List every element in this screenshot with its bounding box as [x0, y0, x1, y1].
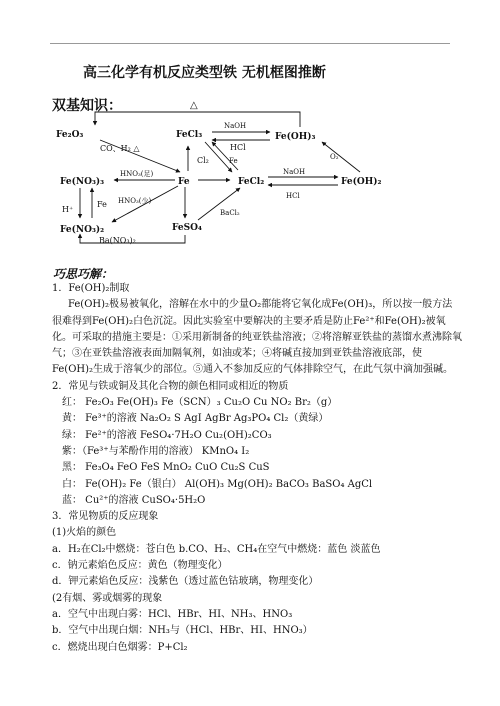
paragraph-feoh2: Fe(OH)₂极易被氧化，溶解在水中的少量O₂都能将它氧化成Fe(OH)₃，所以按一般方法很难得到Fe(OH)₂白色沉淀。因此实验室中要解决的主要矛盾是防止Fe²⁺和Fe(OH)₂被氧化。可采取的措施主要是：①采用新制备的纯亚铁盐溶液；②将溶解亚铁盐的蒸馏水煮沸除氧气；③在亚铁盐溶液表面加隔氧剂，如油或苯；④将碱直接加到亚铁盐溶液底部，使Fe(OH)₂生成于溶氧少的部位。⑤通入不参加反应的气体排除空气，在此气氛中滴加强碱。 — [52, 299, 462, 376]
arrow-feoh3-to-fe2o3 — [95, 112, 300, 127]
color-red: 红： Fe₂O₃ Fe(OH)₃ Fe（SCN）₃ Cu₂O Cu NO₂ Br₂（g） — [62, 397, 338, 409]
flame-a: a．H₂在Cl₂中燃烧：苍白色 b.CO、H₂、CH₄在空气中燃烧：蓝色 淡蓝色 — [52, 543, 381, 555]
flame-d: d．钾元素焰色反应：浅紫色（透过蓝色钴玻璃，物理变化） — [52, 576, 319, 588]
label-o2: O₂ — [330, 153, 339, 161]
node-fe: Fe — [178, 177, 190, 187]
label-fe: Fe — [229, 157, 238, 165]
label-naoh-top: NaOH — [224, 122, 247, 130]
color-blue: 蓝： Cu²⁺的溶液 CuSO₄·5H₂O — [62, 494, 206, 506]
node-feno33: Fe(NO₃)₃ — [60, 177, 105, 187]
flame-c: c．钠元素焰色反应：黄色（物理变化） — [52, 560, 228, 572]
color-green: 绿： Fe²⁺的溶液 FeSO₄·7H₂O Cu₂(OH)₂CO₃ — [62, 429, 272, 441]
smoke-heading: (2有烟、雾或烟雾的现象 — [52, 592, 163, 604]
node-bano32: Ba(NO₃)₂ — [99, 236, 136, 245]
arrow-fecl3-to-fecl2 — [205, 142, 232, 172]
label-hno3-dilute: HNO₃(少) — [118, 197, 152, 205]
node-feoh3-top: Fe(OH)₃ — [275, 132, 316, 142]
color-yellow: 黄： Fe³⁺的溶液 Na₂O₂ S AgI AgBr Ag₃PO₄ Cl₂（黄绿） — [62, 413, 329, 425]
node-fe2o3: Fe₂O₃ — [56, 130, 84, 140]
label-co-h2: CO、H₂ △ — [100, 144, 140, 153]
section-heading: 双基知识： — [52, 98, 122, 114]
tips-heading: 巧思巧解： — [53, 267, 114, 281]
color-purple: 紫：（Fe³⁺与苯酚作用的溶液） KMnO₄ I₂ — [62, 445, 250, 457]
document-body — [52, 281, 462, 656]
color-black: 黑： Fe₃O₄ FeO FeS MnO₂ CuO Cu₂S CuS — [62, 462, 270, 474]
label-fe-left: Fe — [97, 200, 107, 209]
label-bacl2: BaCl₂ — [220, 209, 240, 217]
node-fecl3: FeCl₃ — [176, 130, 203, 140]
node-feso4: FeSO₄ — [172, 223, 202, 233]
label-hplus: H⁺ — [62, 205, 74, 214]
label-naoh-mid: NaOH — [283, 168, 306, 176]
label-hcl-mid: HCl — [286, 192, 300, 200]
node-feno32: Fe(NO₃)₂ — [60, 225, 105, 235]
label-hno3-conc: HNO₃(足) — [120, 170, 154, 178]
arrow-feoh2-to-feoh3 — [322, 142, 360, 172]
label-hcl-top: HCl — [230, 143, 246, 152]
line-3: 3．常见物质的反应现象 — [52, 511, 159, 523]
header-rule — [50, 43, 450, 44]
document-title: 高三化学有机反应类型铁 无机框图推断 — [83, 65, 326, 81]
label-cl2: Cl₂ — [197, 156, 209, 165]
color-white: 白： Fe(OH)₂ Fe（银白） Al(OH)₃ Mg(OH)₂ BaCO₃ BaSO₄ AgCl — [62, 478, 373, 490]
line-2: 2．常见与铁或铜及其化合物的颜色相同或相近的物质 — [52, 380, 289, 392]
flame-heading: (1)火焰的颜色 — [52, 527, 117, 539]
iron-reaction-diagram — [0, 95, 500, 255]
smoke-a: a．空气中出现白雾：HCl、HBr、HI、NH₃、HNO₃ — [52, 608, 293, 620]
node-fecl2: FeCl₂ — [238, 177, 265, 187]
line-1: 1．Fe(OH)₂制取 — [52, 283, 130, 294]
node-feoh2: Fe(OH)₂ — [341, 177, 382, 187]
smoke-c: c．燃烧出现白色烟雾：P+Cl₂ — [52, 641, 188, 653]
smoke-b: b．空气中出现白烟：NH₃与（HCl、HBr、HI、HNO₃） — [52, 625, 313, 637]
label-heat-top: △ — [190, 100, 198, 111]
